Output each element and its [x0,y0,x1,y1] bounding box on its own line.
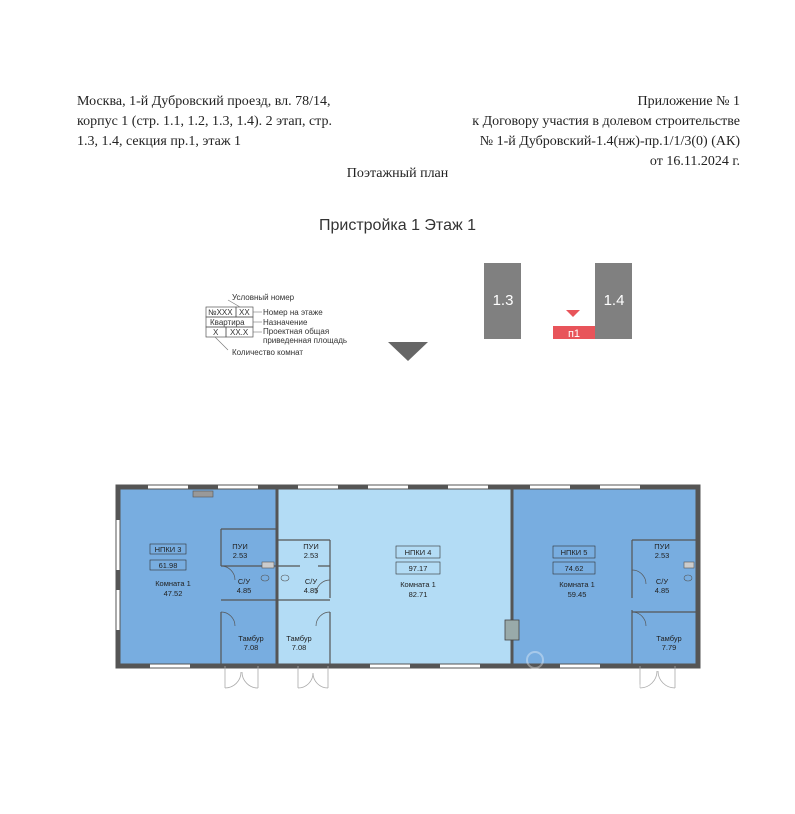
plan-caption: Поэтажный план [346,166,449,181]
legend-sample-rooms: X [213,328,219,337]
pui-area: 2.53 [654,551,670,560]
unit-area: 61.98 [158,561,178,570]
appendix-line: к Договору участия в долевом строительстве [472,114,740,129]
vestibule-area: 7.08 [291,643,307,652]
wc-label: С/У [237,577,251,586]
vestibule-label: Тамбур [238,634,264,643]
legend-sample-floor: XX [239,308,250,317]
watermark-text: ЦИАН [545,677,661,721]
wc-area: 4.85 [654,586,670,595]
legend-conditional-number: Условный номер [232,293,295,302]
pui-label: ПУИ [654,542,670,551]
room-label: Комната 1 [155,579,191,588]
wc-label: С/У [655,577,669,586]
legend-sample-area: XX.X [230,328,249,337]
appendix-line: от 16.11.2024 г. [649,154,740,169]
unit-area: 97.17 [408,564,428,573]
building-1-3-label: 1.3 [492,292,514,309]
legend-purpose: Назначение [263,318,308,327]
wc-area: 4.85 [236,586,252,595]
address-line: Москва, 1-й Дубровский проезд, вл. 78/14, [77,94,331,109]
room-label: Комната 1 [559,580,595,589]
wc-label: С/У [304,577,318,586]
address-line: корпус 1 (стр. 1.1, 1.2, 1.3, 1.4). 2 этап, стр. [77,114,332,129]
legend-floor-number: Номер на этаже [263,308,323,317]
vestibule-label: Тамбур [656,634,682,643]
legend-design-area-2: приведенная площадь [263,336,348,345]
legend-sample-number: №XXX [208,308,233,317]
room-area: 82.71 [408,590,428,599]
plan-title: Пристройка 1 Этаж 1 [318,217,477,234]
unit-name: НПКИ 4 [404,548,432,557]
entrance-arrow-icon [388,342,428,361]
vestibule-area: 7.79 [661,643,677,652]
pui-label: ПУИ [303,542,319,551]
legend-rooms-count: Количество комнат [232,348,304,357]
pui-label: ПУИ [232,542,248,551]
vestibule-area: 7.08 [243,643,259,652]
pui-area: 2.53 [232,551,248,560]
room-area: 47.52 [163,589,183,598]
key-plan [484,263,632,340]
pui-area: 2.53 [303,551,319,560]
sliding-door [505,620,519,640]
unit-name: НПКИ 3 [154,545,182,554]
legend-design-area-1: Проектная общая [263,327,330,336]
section-label: п1 [567,328,581,340]
plan [118,487,698,721]
radiator [193,491,213,497]
section-arrow-icon [566,310,580,317]
room-label: Комната 1 [400,580,436,589]
legend [206,293,428,361]
room-area: 59.45 [567,590,587,599]
appendix-line: Приложение № 1 [637,94,740,109]
wc-area: 4.85 [303,586,319,595]
address-line: 1.3, 1.4, секция пр.1, этаж 1 [77,134,242,149]
appendix-line: № 1-й Дубровский-1.4(нж)-пр.1/1/3(0) (АК) [479,134,740,149]
unit-name: НПКИ 5 [560,548,588,557]
vestibule-label: Тамбур [286,634,312,643]
legend-sample-purpose: Квартира [210,318,245,327]
unit-area: 74.62 [564,564,584,573]
building-1-4-label: 1.4 [603,292,625,309]
